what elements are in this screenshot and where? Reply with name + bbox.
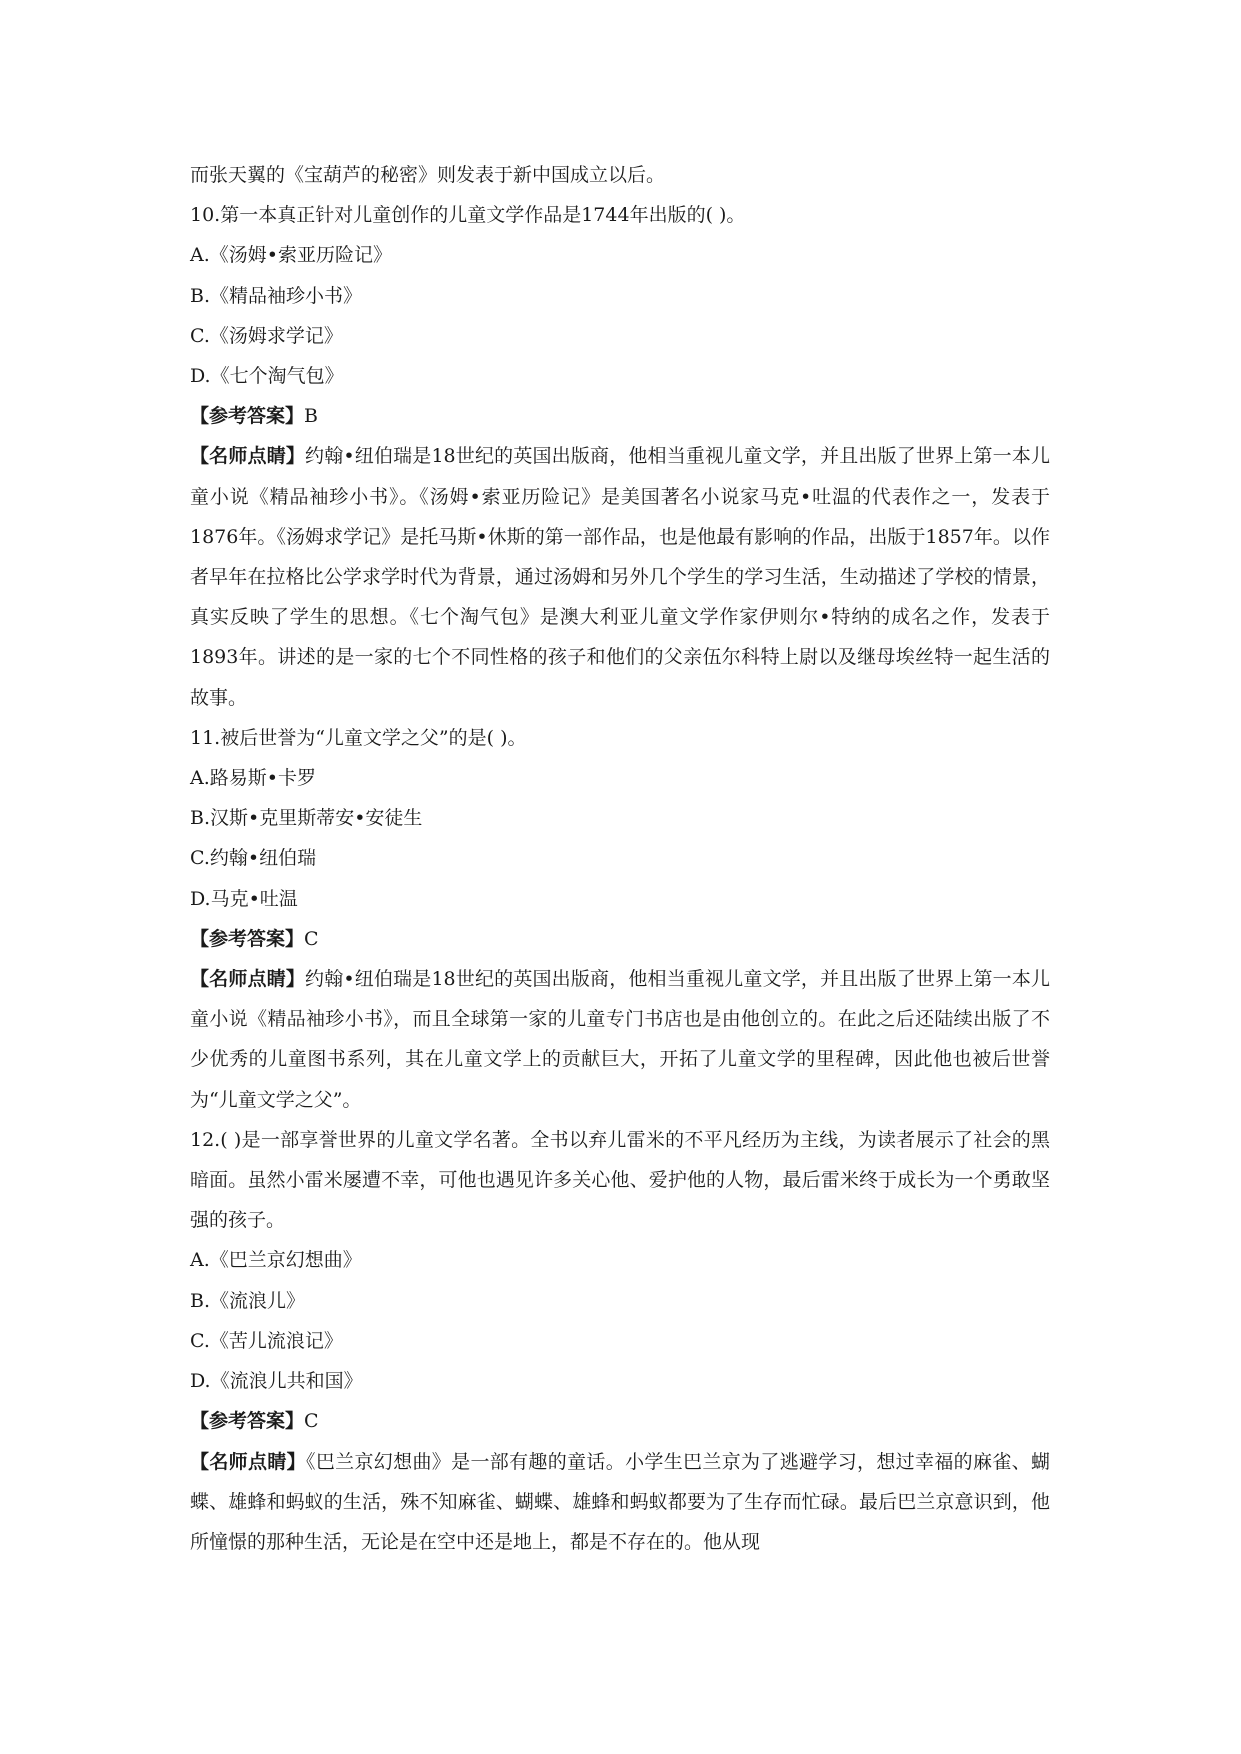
question-10-explanation — [190, 436, 1050, 717]
question-12-option-c: C.《苦儿流浪记》 — [190, 1329, 343, 1352]
question-12-answer — [190, 1401, 1050, 1441]
question-11-option-d: D.马克•吐温 — [190, 887, 298, 910]
explanation-label: 【名师点睛】 — [190, 968, 306, 991]
question-11-answer — [190, 919, 1050, 959]
question-10-option-a: A.《汤姆•索亚历险记》 — [190, 244, 392, 267]
question-12-option-b: B.《流浪儿》 — [190, 1289, 306, 1312]
answer-value: C — [304, 927, 319, 950]
question-10: 10.第一本真正针对儿童创作的儿童文学作品是1744年出版的( )。 — [190, 204, 746, 227]
explanation-text: 《巴兰京幻想曲》是一部有趣的童话。小学生巴兰京为了逃避学习，想过幸福的麻雀、蝴蝶、雄蜂和蚂蚁的生活，殊不知麻雀、蝴蝶、雄蜂和蚂蚁都要为了生存而忙碌。最后巴兰京意识到，他所憧憬的那种生活，无论是在空中还是地上，都是不存在的。他从现 — [190, 1450, 1050, 1553]
answer-label: 【参考答案】 — [190, 1410, 305, 1433]
question-12-option-a: A.《巴兰京幻想曲》 — [190, 1249, 362, 1272]
question-11-option-b: B.汉斯•克里斯蒂安•安徒生 — [190, 807, 423, 830]
question-10-option-d: D.《七个淘气包》 — [190, 365, 344, 388]
answer-value: B — [304, 405, 318, 428]
intro-text: 而张天翼的《宝葫芦的秘密》则发表于新中国成立以后。 — [190, 164, 666, 186]
answer-label: 【参考答案】 — [190, 405, 305, 428]
explanation-text: 约翰•纽伯瑞是18世纪的英国出版商，他相当重视儿童文学，并且出版了世界上第一本儿童小说《精品袖珍小书》。《汤姆•索亚历险记》是美国著名小说家马克•吐温的代表作之一，发表于1876年。《汤姆求学记》是托马斯•休斯的第一部作品，也是他最有影响的作品，出版于1857年。以作者早年在拉格比公学求学时代为背景，通过汤姆和另外几个学生的学习生活，生动描述了学校的情景，真实反映了学生的思想。《七个淘气包》是澳大利亚儿童文学作家伊则尔•特纳的成名之作，发表于1893年。讲述的是一家的七个不同性格的孩子和他们的父亲伍尔科特上尉以及继母埃丝特一起生活的故事。 — [190, 445, 1050, 709]
answer-label: 【参考答案】 — [190, 927, 305, 950]
question-12-option-d: D.《流浪儿共和国》 — [190, 1370, 363, 1393]
question-12: 12.( )是一部享誉世界的儿童文学名著。全书以弃儿雷米的不平凡经历为主线，为读者展示了社会的黑暗面。虽然小雷米屡遭不幸，可他也遇见许多关心他、爱护他的人物，最后雷米终于成长为一个勇敢坚强的孩子。 — [190, 1128, 1050, 1232]
explanation-text: 约翰•纽伯瑞是18世纪的英国出版商，他相当重视儿童文学，并且出版了世界上第一本儿童小说《精品袖珍小书》，而且全球第一家的儿童专门书店也是由他创立的。在此之后还陆续出版了不少优秀的儿童图书系列，其在儿童文学上的贡献巨大，开拓了儿童文学的里程碑，因此他也被后世誉为“儿童文学之父”。 — [190, 968, 1050, 1111]
question-11: 11.被后世誉为“儿童文学之父”的是( )。 — [190, 726, 527, 749]
explanation-label: 【名师点睛】 — [190, 445, 306, 468]
question-10-option-c: C.《汤姆求学记》 — [190, 324, 343, 347]
question-11-option-a: A.路易斯•卡罗 — [190, 767, 316, 790]
answer-value: C — [304, 1410, 319, 1433]
question-11-option-c: C.约翰•纽伯瑞 — [190, 847, 317, 870]
explanation-label: 【名师点睛】 — [190, 1450, 306, 1473]
question-10-answer — [190, 396, 1050, 436]
question-11-explanation — [190, 959, 1050, 1120]
question-12-explanation — [190, 1442, 1050, 1563]
question-10-option-b: B.《精品袖珍小书》 — [190, 284, 363, 307]
document-page — [190, 155, 1050, 1562]
